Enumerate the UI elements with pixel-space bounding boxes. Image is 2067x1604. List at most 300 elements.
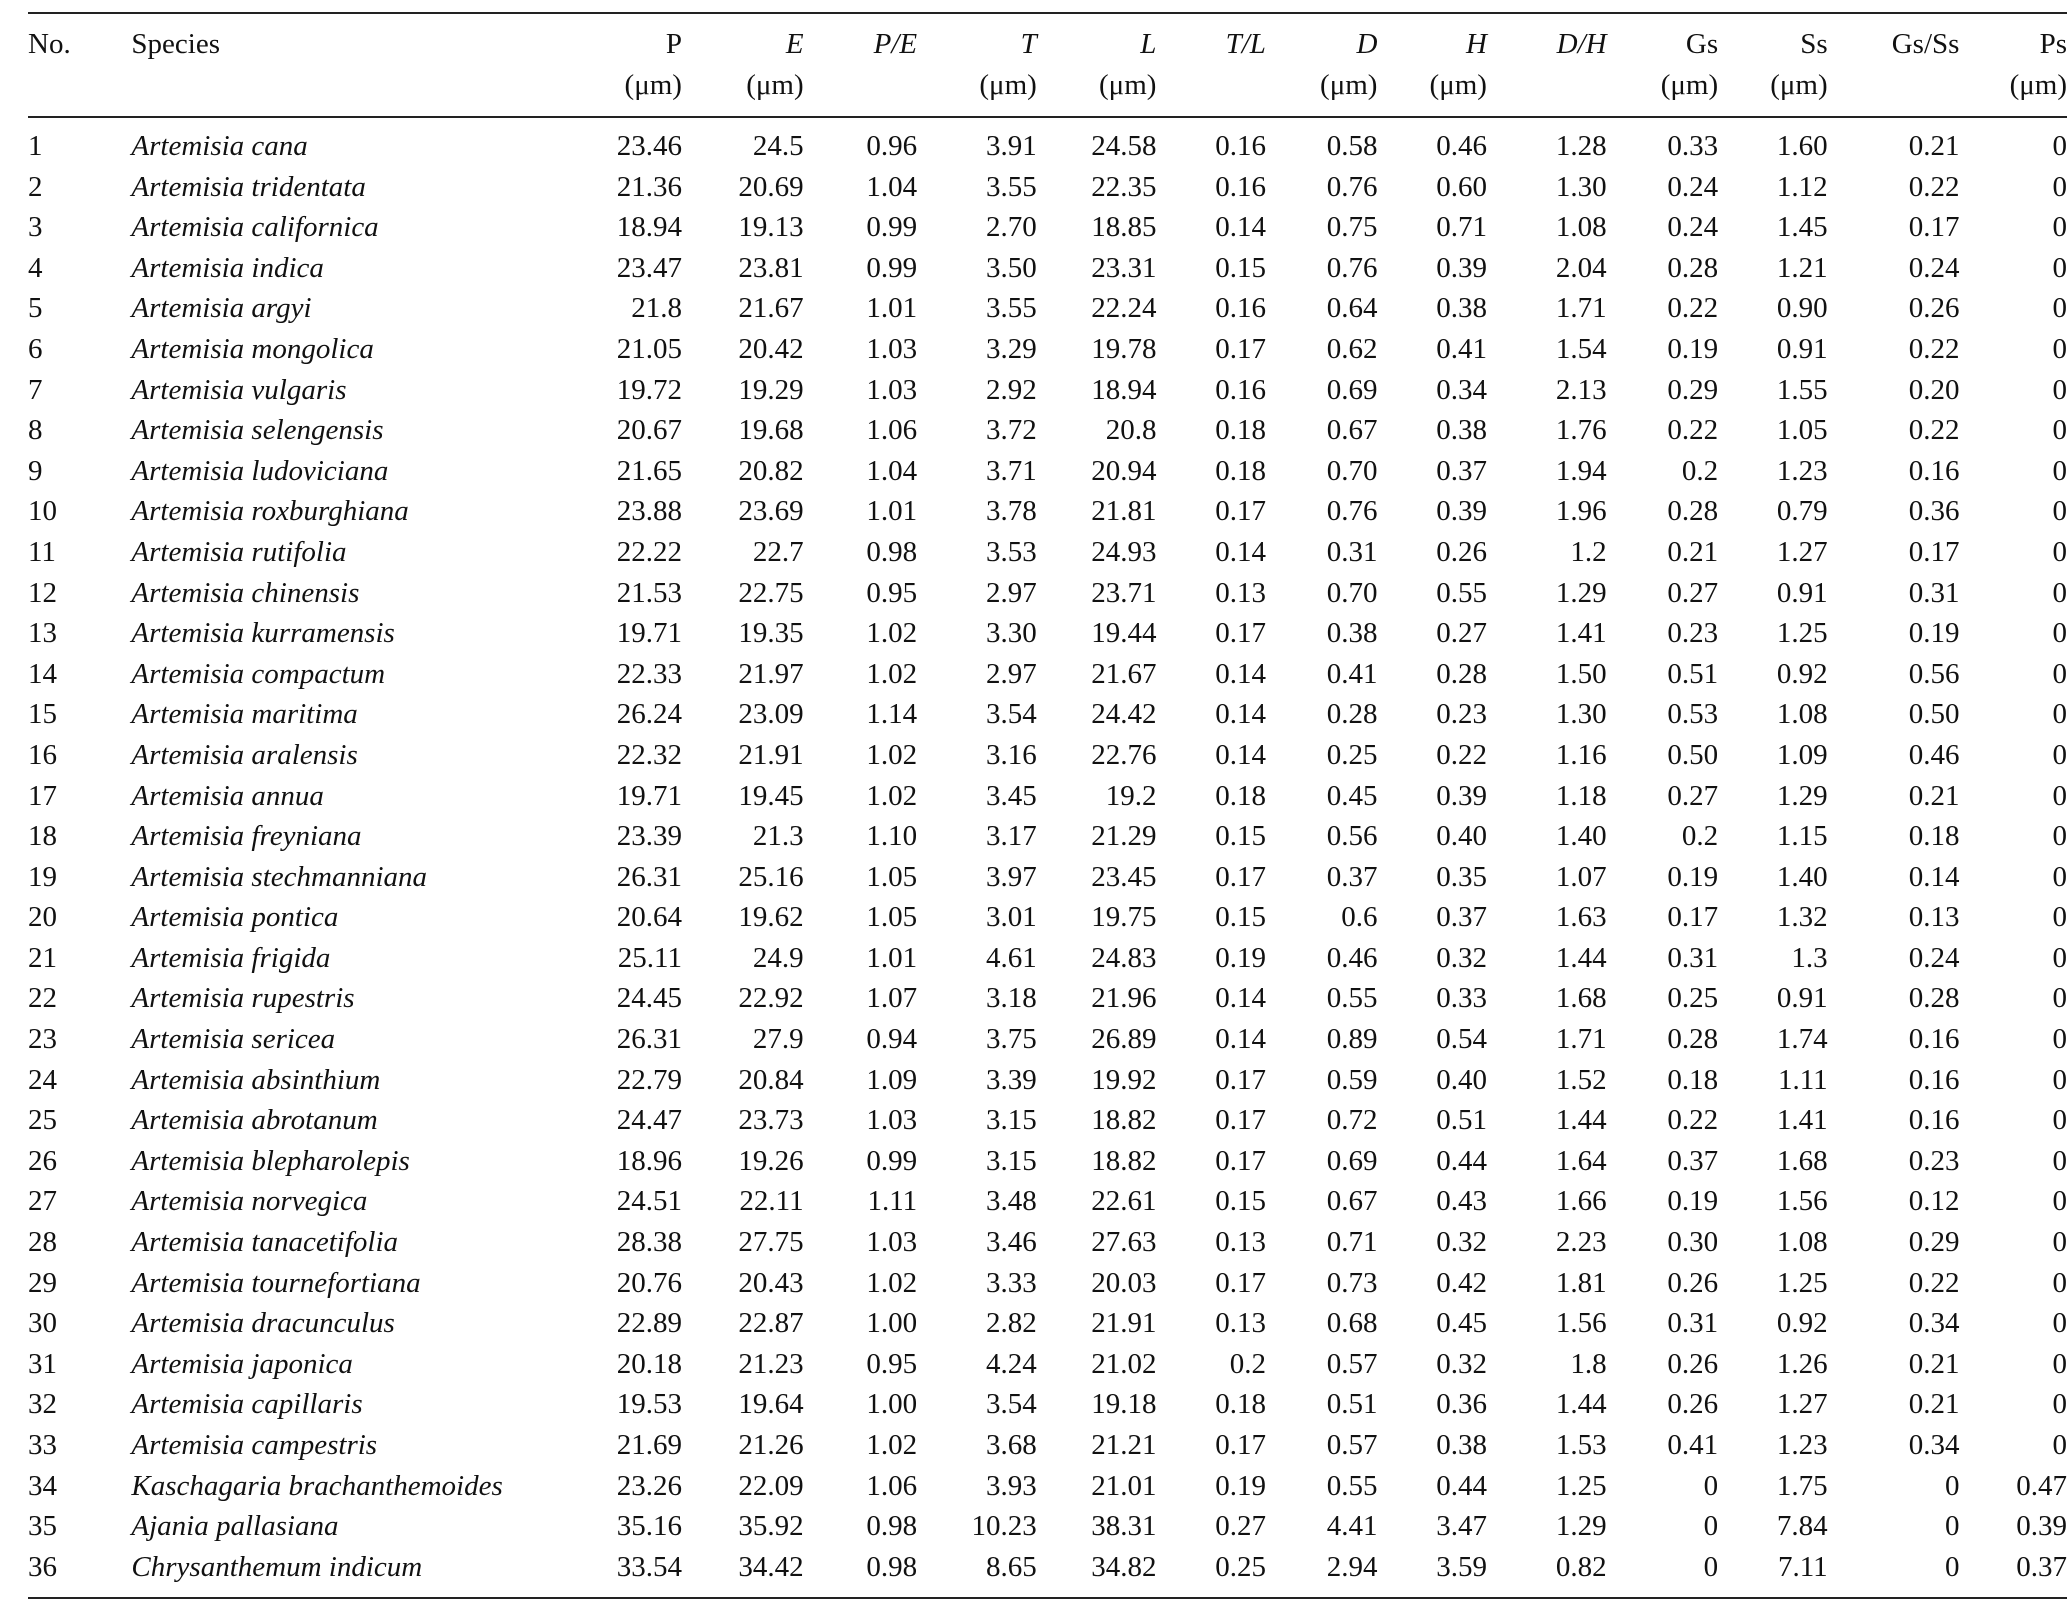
cell-e: 21.26 bbox=[738, 1429, 804, 1461]
column-header-tl: T/L bbox=[1225, 28, 1266, 60]
cell-h: 0.32 bbox=[1436, 941, 1487, 974]
cell-gsss: 0.22 bbox=[1908, 332, 1960, 365]
column-unit-gs: (μm) bbox=[1660, 69, 1719, 101]
cell-p: 35.16 bbox=[616, 1510, 682, 1543]
cell-p: 33.54 bbox=[616, 1550, 682, 1583]
cell-p: 24.45 bbox=[616, 982, 682, 1015]
table-row bbox=[28, 1344, 2067, 1385]
cell-h: 0.41 bbox=[1436, 332, 1487, 365]
row-number: 33 bbox=[28, 1429, 57, 1461]
cell-tl: 0.15 bbox=[1215, 820, 1266, 853]
cell-gsss: 0.28 bbox=[1908, 982, 1960, 1015]
cell-ss: 1.29 bbox=[1776, 779, 1828, 812]
cell-gs: 0 bbox=[1703, 1550, 1719, 1583]
species-name: Artemisia abrotanum bbox=[131, 1104, 378, 1137]
cell-ps: 0 bbox=[2052, 414, 2067, 447]
cell-gs: 0.50 bbox=[1667, 738, 1719, 771]
cell-h: 0.60 bbox=[1436, 170, 1487, 203]
cell-h: 0.28 bbox=[1436, 657, 1487, 690]
species-name: Chrysanthemum indicum bbox=[131, 1550, 423, 1583]
cell-h: 0.40 bbox=[1436, 1063, 1487, 1096]
cell-t: 3.29 bbox=[986, 332, 1037, 365]
cell-d: 0.69 bbox=[1326, 1144, 1378, 1177]
species-name: Ajania pallasiana bbox=[131, 1510, 339, 1543]
cell-ss: 1.09 bbox=[1776, 738, 1828, 771]
cell-t: 3.39 bbox=[986, 1063, 1037, 1096]
cell-d: 0.67 bbox=[1326, 1185, 1378, 1218]
cell-p: 18.96 bbox=[616, 1144, 682, 1177]
row-number: 34 bbox=[28, 1469, 57, 1502]
cell-h: 0.27 bbox=[1436, 617, 1487, 650]
column-header-ss: Ss bbox=[1800, 28, 1828, 60]
cell-gs: 0.33 bbox=[1667, 130, 1719, 162]
cell-tl: 0.15 bbox=[1215, 901, 1266, 934]
cell-pe: 0.95 bbox=[866, 576, 918, 609]
cell-t: 2.92 bbox=[986, 373, 1037, 406]
cell-gs: 0.24 bbox=[1667, 211, 1719, 244]
cell-l: 34.82 bbox=[1091, 1550, 1157, 1583]
cell-ss: 1.05 bbox=[1776, 414, 1828, 447]
cell-gsss: 0.16 bbox=[1908, 454, 1960, 487]
cell-ss: 0.90 bbox=[1776, 292, 1828, 325]
cell-tl: 0.18 bbox=[1215, 414, 1266, 447]
cell-l: 21.01 bbox=[1091, 1469, 1157, 1502]
cell-e: 27.9 bbox=[752, 1023, 804, 1056]
table-row bbox=[28, 857, 2067, 898]
cell-dh: 2.13 bbox=[1555, 373, 1607, 406]
cell-e: 27.75 bbox=[738, 1226, 804, 1259]
cell-e: 22.92 bbox=[738, 982, 804, 1015]
table-row bbox=[28, 1060, 2067, 1101]
cell-gs: 0.51 bbox=[1667, 657, 1719, 690]
row-number: 13 bbox=[28, 617, 57, 650]
row-number: 16 bbox=[28, 738, 57, 771]
cell-e: 19.29 bbox=[738, 373, 804, 406]
cell-t: 3.33 bbox=[986, 1266, 1037, 1299]
cell-t: 3.45 bbox=[986, 779, 1037, 812]
cell-e: 34.42 bbox=[738, 1550, 804, 1583]
cell-dh: 1.44 bbox=[1555, 941, 1607, 974]
cell-tl: 0.15 bbox=[1215, 1185, 1266, 1218]
cell-ps: 0 bbox=[2052, 941, 2067, 974]
cell-gsss: 0.46 bbox=[1908, 738, 1960, 771]
cell-gs: 0.19 bbox=[1667, 860, 1719, 893]
cell-ss: 1.25 bbox=[1776, 617, 1828, 650]
cell-p: 23.88 bbox=[616, 495, 682, 528]
species-name: Artemisia vulgaris bbox=[131, 373, 347, 406]
cell-p: 21.53 bbox=[616, 576, 682, 609]
cell-t: 2.97 bbox=[986, 576, 1037, 609]
cell-t: 10.23 bbox=[971, 1510, 1037, 1543]
column-header-d: D bbox=[1356, 28, 1378, 60]
species-name: Artemisia dracunculus bbox=[131, 1307, 395, 1340]
cell-gs: 0.53 bbox=[1667, 698, 1719, 731]
species-name: Artemisia californica bbox=[131, 211, 379, 244]
cell-p: 20.64 bbox=[616, 901, 682, 934]
cell-e: 19.64 bbox=[738, 1388, 804, 1421]
cell-gs: 0.19 bbox=[1667, 1185, 1719, 1218]
cell-h: 0.32 bbox=[1436, 1226, 1487, 1259]
cell-t: 3.46 bbox=[986, 1226, 1037, 1259]
cell-gsss: 0.34 bbox=[1908, 1429, 1960, 1461]
cell-l: 18.82 bbox=[1091, 1104, 1157, 1137]
cell-tl: 0.16 bbox=[1215, 130, 1266, 162]
column-header-t: T bbox=[1020, 28, 1037, 60]
cell-e: 23.73 bbox=[738, 1104, 804, 1137]
column-header-gsss: Gs/Ss bbox=[1891, 28, 1960, 60]
cell-dh: 1.81 bbox=[1555, 1266, 1607, 1299]
cell-tl: 0.17 bbox=[1215, 332, 1266, 365]
column-unit-l: (μm) bbox=[1099, 69, 1157, 101]
cell-ps: 0 bbox=[2052, 1144, 2067, 1177]
cell-d: 0.55 bbox=[1326, 982, 1378, 1015]
cell-l: 21.91 bbox=[1091, 1307, 1157, 1340]
cell-d: 0.72 bbox=[1326, 1104, 1378, 1137]
cell-ps: 0 bbox=[2052, 332, 2067, 365]
row-number: 3 bbox=[28, 211, 43, 244]
cell-pe: 1.02 bbox=[866, 1266, 918, 1299]
cell-p: 23.47 bbox=[616, 251, 682, 284]
cell-e: 20.82 bbox=[738, 454, 804, 487]
cell-pe: 1.11 bbox=[867, 1185, 918, 1218]
cell-tl: 0.27 bbox=[1215, 1510, 1266, 1543]
column-unit-e: (μm) bbox=[746, 69, 804, 101]
cell-h: 0.39 bbox=[1436, 779, 1487, 812]
cell-ps: 0 bbox=[2052, 820, 2067, 853]
cell-ss: 1.08 bbox=[1776, 698, 1828, 731]
cell-pe: 1.04 bbox=[866, 170, 918, 203]
cell-gsss: 0.13 bbox=[1908, 901, 1960, 934]
cell-l: 24.58 bbox=[1091, 130, 1157, 162]
cell-gs: 0.26 bbox=[1667, 1266, 1719, 1299]
cell-dh: 1.28 bbox=[1555, 130, 1607, 162]
cell-ps: 0.47 bbox=[2016, 1469, 2067, 1502]
cell-p: 26.24 bbox=[616, 698, 682, 731]
cell-ps: 0 bbox=[2052, 1226, 2067, 1259]
cell-ss: 1.25 bbox=[1776, 1266, 1828, 1299]
column-header-pe: P/E bbox=[873, 28, 918, 60]
cell-t: 3.53 bbox=[986, 535, 1037, 568]
cell-ss: 1.3 bbox=[1791, 941, 1828, 974]
cell-gsss: 0.36 bbox=[1908, 495, 1960, 528]
cell-l: 21.02 bbox=[1091, 1347, 1157, 1380]
cell-d: 0.68 bbox=[1326, 1307, 1378, 1340]
cell-dh: 1.56 bbox=[1555, 1307, 1607, 1340]
table-header bbox=[28, 14, 2067, 116]
cell-gsss: 0.56 bbox=[1908, 657, 1960, 690]
cell-h: 0.38 bbox=[1436, 1429, 1487, 1461]
cell-gs: 0.26 bbox=[1667, 1347, 1719, 1380]
cell-d: 0.41 bbox=[1326, 657, 1378, 690]
cell-h: 3.47 bbox=[1436, 1510, 1487, 1543]
table-row bbox=[28, 1547, 2067, 1588]
cell-dh: 1.52 bbox=[1555, 1063, 1607, 1096]
cell-gs: 0.2 bbox=[1681, 820, 1719, 853]
cell-d: 0.56 bbox=[1326, 820, 1378, 853]
row-number: 1 bbox=[28, 130, 43, 162]
cell-dh: 1.8 bbox=[1570, 1347, 1607, 1380]
cell-ss: 1.27 bbox=[1776, 1388, 1828, 1421]
table-row bbox=[28, 329, 2067, 370]
cell-d: 2.94 bbox=[1326, 1550, 1378, 1583]
column-unit-ss: (μm) bbox=[1770, 69, 1828, 101]
cell-l: 19.92 bbox=[1091, 1063, 1157, 1096]
species-name: Artemisia chinensis bbox=[131, 576, 360, 609]
cell-p: 22.32 bbox=[616, 738, 682, 771]
cell-tl: 0.17 bbox=[1215, 860, 1266, 893]
cell-ps: 0 bbox=[2052, 1429, 2067, 1461]
cell-e: 22.7 bbox=[752, 535, 804, 568]
cell-ps: 0 bbox=[2052, 1266, 2067, 1299]
column-unit-no bbox=[28, 65, 131, 116]
cell-ss: 1.45 bbox=[1776, 211, 1828, 244]
row-number: 29 bbox=[28, 1266, 57, 1299]
cell-d: 0.76 bbox=[1326, 170, 1378, 203]
cell-l: 21.21 bbox=[1091, 1429, 1157, 1461]
table-row bbox=[28, 491, 2067, 532]
row-number: 7 bbox=[28, 373, 43, 406]
species-name: Artemisia roxburghiana bbox=[131, 495, 409, 528]
cell-gs: 0.25 bbox=[1667, 982, 1719, 1015]
cell-tl: 0.13 bbox=[1215, 1226, 1266, 1259]
table-row bbox=[28, 118, 2067, 167]
cell-ss: 7.11 bbox=[1777, 1550, 1828, 1583]
species-name: Artemisia absinthium bbox=[131, 1063, 381, 1096]
cell-gs: 0.28 bbox=[1667, 1023, 1719, 1056]
row-number: 28 bbox=[28, 1226, 57, 1259]
cell-gsss: 0 bbox=[1944, 1510, 1960, 1543]
cell-t: 2.97 bbox=[986, 657, 1037, 690]
cell-ss: 0.92 bbox=[1776, 657, 1828, 690]
cell-p: 22.22 bbox=[616, 535, 682, 568]
cell-d: 0.69 bbox=[1326, 373, 1378, 406]
cell-gs: 0.28 bbox=[1667, 495, 1719, 528]
cell-p: 21.36 bbox=[616, 170, 682, 203]
column-header-gs: Gs bbox=[1685, 28, 1719, 60]
cell-l: 27.63 bbox=[1091, 1226, 1157, 1259]
species-name: Artemisia freyniana bbox=[131, 820, 362, 853]
row-number: 30 bbox=[28, 1307, 57, 1340]
cell-t: 3.15 bbox=[986, 1144, 1037, 1177]
cell-ps: 0 bbox=[2052, 535, 2067, 568]
cell-tl: 0.16 bbox=[1215, 373, 1266, 406]
cell-e: 21.67 bbox=[738, 292, 804, 325]
cell-e: 22.87 bbox=[738, 1307, 804, 1340]
cell-tl: 0.19 bbox=[1215, 941, 1266, 974]
row-number: 25 bbox=[28, 1104, 57, 1137]
cell-gsss: 0.16 bbox=[1908, 1063, 1960, 1096]
cell-t: 3.01 bbox=[986, 901, 1037, 934]
cell-l: 20.8 bbox=[1105, 414, 1157, 447]
cell-ss: 1.23 bbox=[1776, 1429, 1828, 1461]
cell-p: 25.11 bbox=[617, 941, 682, 974]
table-row bbox=[28, 1222, 2067, 1263]
cell-gs: 0.21 bbox=[1667, 535, 1719, 568]
table-row bbox=[28, 573, 2067, 614]
cell-p: 23.46 bbox=[616, 130, 682, 162]
cell-ps: 0.39 bbox=[2016, 1510, 2067, 1543]
cell-pe: 0.98 bbox=[866, 1550, 918, 1583]
species-name: Artemisia annua bbox=[131, 779, 324, 812]
table-row bbox=[28, 1384, 2067, 1425]
cell-e: 19.68 bbox=[738, 414, 804, 447]
cell-l: 24.42 bbox=[1091, 698, 1157, 731]
cell-h: 0.71 bbox=[1436, 211, 1487, 244]
species-name: Artemisia indica bbox=[131, 251, 324, 284]
cell-d: 0.57 bbox=[1326, 1347, 1378, 1380]
table-row bbox=[28, 654, 2067, 695]
cell-tl: 0.14 bbox=[1215, 698, 1266, 731]
cell-e: 21.91 bbox=[738, 738, 804, 771]
cell-l: 19.18 bbox=[1091, 1388, 1157, 1421]
cell-tl: 0.14 bbox=[1215, 1023, 1266, 1056]
cell-d: 0.76 bbox=[1326, 251, 1378, 284]
cell-ss: 1.55 bbox=[1776, 373, 1828, 406]
cell-pe: 0.99 bbox=[866, 251, 918, 284]
cell-pe: 1.00 bbox=[866, 1388, 918, 1421]
cell-gsss: 0.21 bbox=[1908, 130, 1960, 162]
cell-tl: 0.19 bbox=[1215, 1469, 1266, 1502]
row-number: 14 bbox=[28, 657, 57, 690]
row-number: 12 bbox=[28, 576, 57, 609]
row-number: 18 bbox=[28, 820, 57, 853]
table-row bbox=[28, 1506, 2067, 1547]
cell-t: 3.93 bbox=[986, 1469, 1037, 1502]
cell-h: 0.51 bbox=[1436, 1104, 1487, 1137]
row-number: 6 bbox=[28, 332, 43, 365]
cell-pe: 1.01 bbox=[866, 941, 918, 974]
cell-ss: 1.74 bbox=[1776, 1023, 1828, 1056]
cell-p: 20.67 bbox=[616, 414, 682, 447]
cell-h: 0.44 bbox=[1436, 1144, 1487, 1177]
cell-pe: 0.99 bbox=[866, 1144, 918, 1177]
cell-ss: 1.32 bbox=[1776, 901, 1828, 934]
cell-h: 0.35 bbox=[1436, 860, 1487, 893]
cell-d: 0.51 bbox=[1326, 1388, 1378, 1421]
cell-d: 0.31 bbox=[1326, 535, 1378, 568]
row-number: 22 bbox=[28, 982, 57, 1015]
cell-tl: 0.18 bbox=[1215, 779, 1266, 812]
cell-gs: 0.37 bbox=[1667, 1144, 1719, 1177]
cell-d: 0.45 bbox=[1326, 779, 1378, 812]
species-name: Artemisia blepharolepis bbox=[131, 1144, 410, 1177]
cell-ps: 0 bbox=[2052, 292, 2067, 325]
cell-dh: 0.82 bbox=[1555, 1550, 1607, 1583]
cell-h: 0.38 bbox=[1436, 414, 1487, 447]
cell-l: 38.31 bbox=[1091, 1510, 1157, 1543]
cell-p: 23.26 bbox=[616, 1469, 682, 1502]
column-header-l: L bbox=[1140, 28, 1157, 60]
row-number: 35 bbox=[28, 1510, 57, 1543]
cell-d: 0.28 bbox=[1326, 698, 1378, 731]
cell-gs: 0.2 bbox=[1681, 454, 1719, 487]
cell-p: 19.71 bbox=[616, 779, 682, 812]
cell-ps: 0 bbox=[2052, 1063, 2067, 1096]
cell-t: 3.18 bbox=[986, 982, 1037, 1015]
cell-gsss: 0.22 bbox=[1908, 1266, 1960, 1299]
cell-tl: 0.18 bbox=[1215, 1388, 1266, 1421]
cell-h: 0.39 bbox=[1436, 495, 1487, 528]
cell-h: 0.23 bbox=[1436, 698, 1487, 731]
cell-e: 22.11 bbox=[739, 1185, 804, 1218]
cell-l: 19.78 bbox=[1091, 332, 1157, 365]
cell-pe: 0.99 bbox=[866, 211, 918, 244]
cell-tl: 0.13 bbox=[1215, 1307, 1266, 1340]
column-header-p: P bbox=[665, 28, 682, 60]
cell-gsss: 0.21 bbox=[1908, 1388, 1960, 1421]
cell-gs: 0.22 bbox=[1667, 1104, 1719, 1137]
species-name: Artemisia tanacetifolia bbox=[131, 1226, 399, 1259]
cell-ps: 0 bbox=[2052, 170, 2067, 203]
row-number: 21 bbox=[28, 941, 57, 974]
cell-l: 21.29 bbox=[1091, 820, 1157, 853]
cell-pe: 1.07 bbox=[866, 982, 918, 1015]
cell-ss: 1.12 bbox=[1776, 170, 1828, 203]
cell-dh: 1.18 bbox=[1555, 779, 1607, 812]
cell-p: 24.51 bbox=[616, 1185, 682, 1218]
cell-l: 18.85 bbox=[1091, 211, 1157, 244]
cell-tl: 0.15 bbox=[1215, 251, 1266, 284]
cell-pe: 1.06 bbox=[866, 414, 918, 447]
table-row bbox=[28, 167, 2067, 208]
column-header-species: Species bbox=[131, 28, 220, 60]
species-name: Artemisia norvegica bbox=[131, 1185, 368, 1218]
cell-dh: 1.96 bbox=[1555, 495, 1607, 528]
row-number: 11 bbox=[28, 535, 56, 568]
cell-t: 4.61 bbox=[986, 941, 1037, 974]
cell-pe: 1.00 bbox=[866, 1307, 918, 1340]
cell-pe: 0.94 bbox=[866, 1023, 918, 1056]
cell-ss: 1.23 bbox=[1776, 454, 1828, 487]
cell-dh: 1.50 bbox=[1555, 657, 1607, 690]
cell-dh: 1.08 bbox=[1555, 211, 1607, 244]
cell-ss: 7.84 bbox=[1776, 1510, 1828, 1543]
cell-t: 3.71 bbox=[986, 454, 1037, 487]
cell-gs: 0.19 bbox=[1667, 332, 1719, 365]
cell-e: 21.3 bbox=[752, 820, 804, 853]
cell-dh: 1.25 bbox=[1555, 1469, 1607, 1502]
cell-tl: 0.14 bbox=[1215, 982, 1266, 1015]
cell-h: 0.55 bbox=[1436, 576, 1487, 609]
cell-h: 0.22 bbox=[1436, 738, 1487, 771]
cell-d: 0.38 bbox=[1326, 617, 1378, 650]
table-row bbox=[28, 978, 2067, 1019]
cell-dh: 1.2 bbox=[1570, 535, 1607, 568]
cell-ss: 0.92 bbox=[1776, 1307, 1828, 1340]
cell-l: 22.35 bbox=[1091, 170, 1157, 203]
cell-t: 3.91 bbox=[986, 130, 1037, 162]
cell-pe: 1.01 bbox=[866, 495, 918, 528]
cell-ss: 1.68 bbox=[1776, 1144, 1828, 1177]
species-name: Artemisia kurramensis bbox=[131, 617, 395, 650]
cell-l: 22.61 bbox=[1091, 1185, 1157, 1218]
pollen-morphology-table bbox=[28, 12, 2067, 1599]
cell-pe: 1.05 bbox=[866, 860, 918, 893]
cell-d: 0.75 bbox=[1326, 211, 1378, 244]
cell-gsss: 0.24 bbox=[1908, 251, 1960, 284]
column-unit-ps: (μm) bbox=[2009, 69, 2067, 101]
cell-e: 22.75 bbox=[738, 576, 804, 609]
cell-pe: 1.09 bbox=[866, 1063, 918, 1096]
cell-dh: 1.68 bbox=[1555, 982, 1607, 1015]
table-row bbox=[28, 1100, 2067, 1141]
cell-ss: 1.56 bbox=[1776, 1185, 1828, 1218]
cell-h: 0.32 bbox=[1436, 1347, 1487, 1380]
cell-p: 22.89 bbox=[616, 1307, 682, 1340]
cell-t: 3.16 bbox=[986, 738, 1037, 771]
cell-tl: 0.25 bbox=[1215, 1550, 1266, 1583]
species-name: Kaschagaria brachanthemoides bbox=[131, 1469, 503, 1502]
